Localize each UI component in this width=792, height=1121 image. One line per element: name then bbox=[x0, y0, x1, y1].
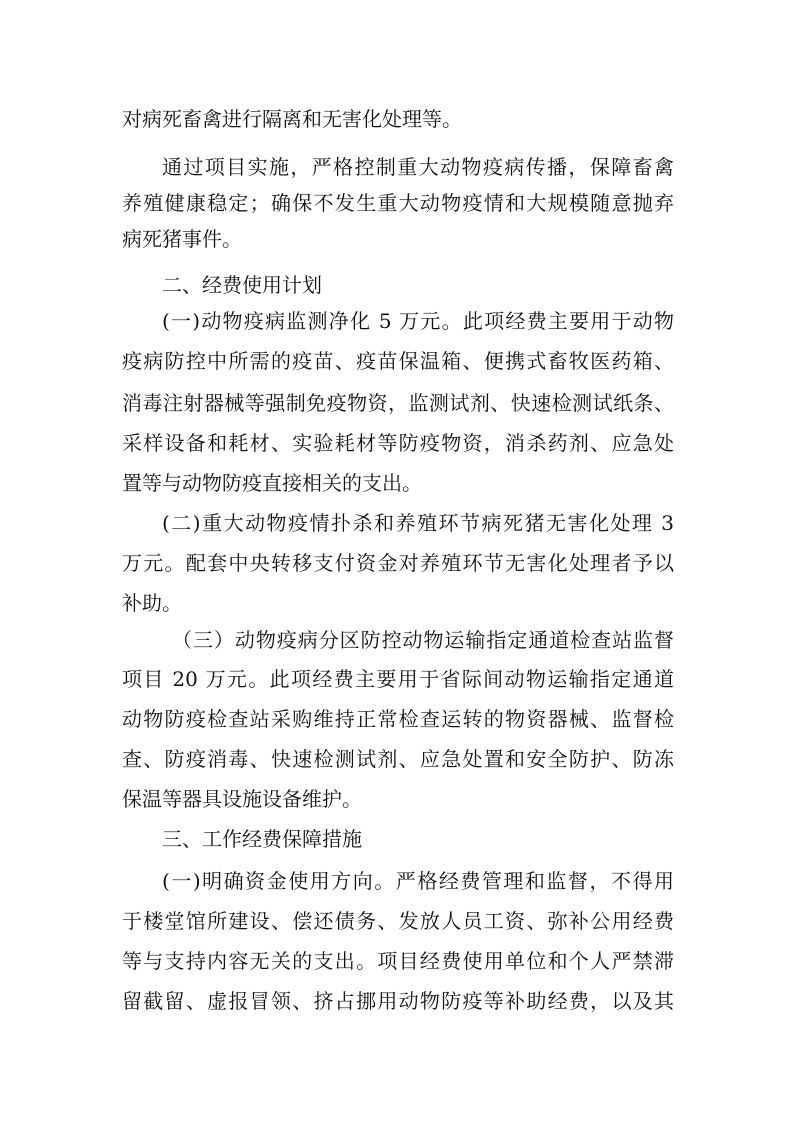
text-line: (一)动物疫病监测净化 5 万元。此项经费主要用于动物 bbox=[162, 309, 674, 333]
section-heading: 三、工作经费保障措施 bbox=[162, 827, 362, 851]
text-line: 采样设备和耗材、实验耗材等防疫物资，消杀药剂、应急处 bbox=[122, 431, 674, 455]
text-line: (一)明确资金使用方向。严格经费管理和监督，不得用 bbox=[162, 869, 674, 893]
section-heading: 二、经费使用计划 bbox=[162, 273, 322, 297]
text-line: 养殖健康稳定；确保不发生重大动物疫情和大规模随意抛弃 bbox=[122, 191, 674, 215]
text-line: （三）动物疫病分区防控动物运输指定通道检查站监督 bbox=[172, 628, 674, 652]
text-line: 置等与动物防疫直接相关的支出。 bbox=[122, 471, 422, 495]
text-line: 通过项目实施，严格控制重大动物疫病传播，保障畜禽 bbox=[162, 155, 674, 179]
text-line: 项目 20 万元。此项经费主要用于省际间动物运输指定通道 bbox=[122, 667, 674, 691]
text-line: 留截留、虚报冒领、挤占挪用动物防疫等补助经费，以及其 bbox=[122, 989, 674, 1013]
text-line: 于楼堂馆所建设、偿还债务、发放人员工资、弥补公用经费 bbox=[122, 909, 674, 933]
text-line: 病死猪事件。 bbox=[122, 227, 242, 251]
text-line: (二)重大动物疫情扑杀和养殖环节病死猪无害化处理 3 bbox=[162, 511, 674, 535]
text-line: 保温等器具设施设备维护。 bbox=[122, 787, 362, 811]
text-line: 补助。 bbox=[122, 591, 182, 615]
text-line: 消毒注射器械等强制免疫物资，监测试剂、快速检测试纸条、 bbox=[122, 391, 674, 415]
text-line: 查、防疫消毒、快速检测试剂、应急处置和安全防护、防冻 bbox=[122, 747, 674, 771]
text-line: 疫病防控中所需的疫苗、疫苗保温箱、便携式畜牧医药箱、 bbox=[122, 349, 674, 373]
text-line: 动物防疫检查站采购维持正常检查运转的物资器械、监督检 bbox=[122, 707, 674, 731]
text-line: 对病死畜禽进行隔离和无害化处理等。 bbox=[122, 107, 462, 131]
text-line: 万元。配套中央转移支付资金对养殖环节无害化处理者予以 bbox=[122, 551, 674, 575]
text-line: 等与支持内容无关的支出。项目经费使用单位和个人严禁滞 bbox=[122, 949, 674, 973]
